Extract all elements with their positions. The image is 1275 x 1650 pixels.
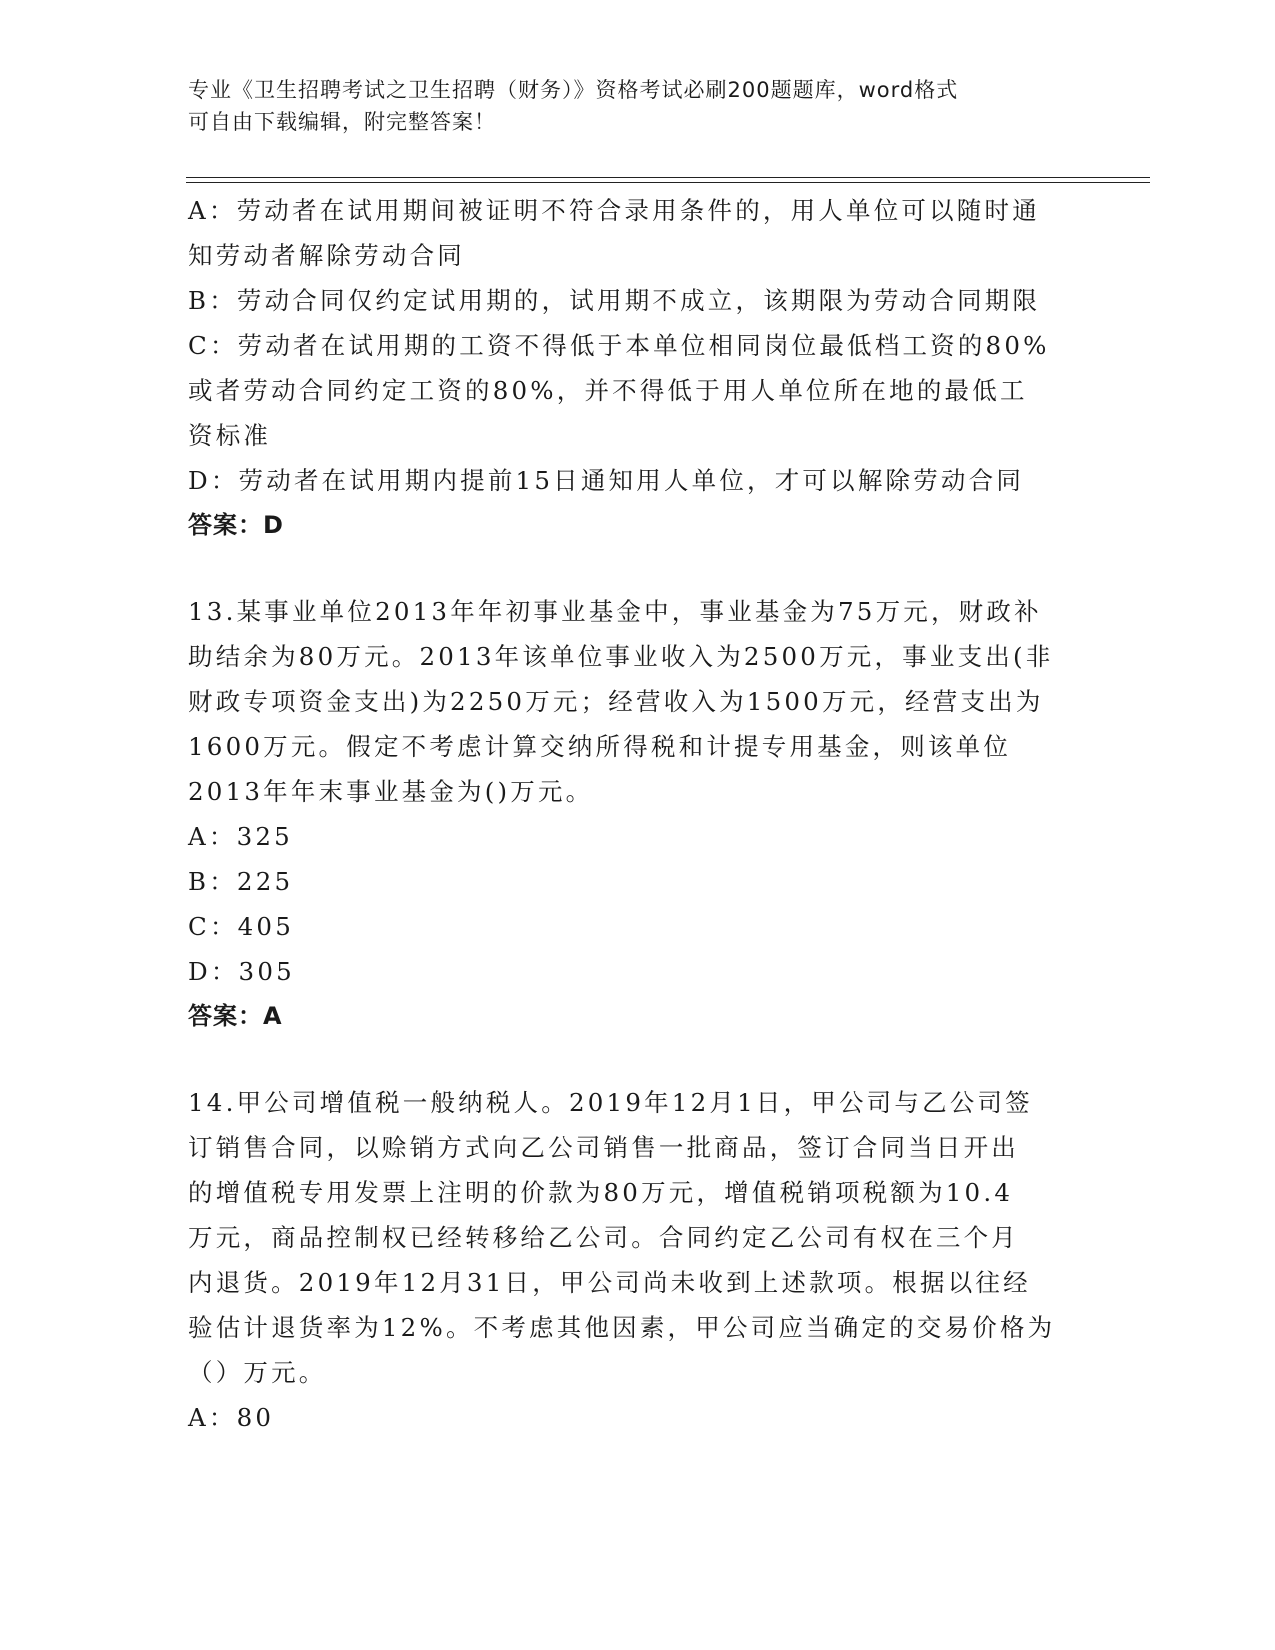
- q13-option-c: C：405: [188, 912, 295, 941]
- q13-answer: 答案：A: [188, 1002, 283, 1030]
- q13-stem-line-1: 13.某事业单位2013年年初事业基金中，事业基金为75万元，财政补: [188, 597, 1042, 626]
- header-divider-bottom: [186, 182, 1150, 183]
- question-12-block: [188, 188, 1088, 548]
- q14-stem-line-4: 万元，商品控制权已经转移给乙公司。合同约定乙公司有权在三个月: [188, 1223, 1019, 1252]
- document-header: [188, 74, 1068, 138]
- q13-option-a: A：325: [188, 822, 293, 851]
- q12-option-b: B：劳动合同仅约定试用期的，试用期不成立，该期限为劳动合同期限: [188, 286, 1041, 315]
- q14-stem-line-1: 14.甲公司增值税一般纳税人。2019年12月1日，甲公司与乙公司签: [188, 1088, 1033, 1117]
- q14-stem-line-6: 验估计退货率为12%。不考虑其他因素，甲公司应当确定的交易价格为: [188, 1313, 1056, 1342]
- q13-stem-line-2: 助结余为80万元。2013年该单位事业收入为2500万元，事业支出(非: [188, 642, 1054, 671]
- q14-stem-line-5: 内退货。2019年12月31日，甲公司尚未收到上述款项。根据以往经: [188, 1268, 1031, 1297]
- q14-stem-line-2: 订销售合同，以赊销方式向乙公司销售一批商品，签订合同当日开出: [188, 1133, 1019, 1162]
- question-13-block: [188, 589, 1088, 1039]
- q13-option-b: B：225: [188, 867, 294, 896]
- q13-stem-line-5: 2013年年末事业基金为()万元。: [188, 777, 594, 806]
- q12-option-a-line-1: A：劳动者在试用期间被证明不符合录用条件的，用人单位可以随时通: [188, 196, 1040, 225]
- q12-option-c-line-3: 资标准: [188, 421, 272, 450]
- question-spacer: [188, 1039, 1088, 1080]
- q12-option-a-line-2: 知劳动者解除劳动合同: [188, 241, 465, 270]
- q13-stem-line-4: 1600万元。假定不考虑计算交纳所得税和计提专用基金，则该单位: [188, 732, 1012, 761]
- q13-stem-line-3: 财政专项资金支出)为2250万元；经营收入为1500万元，经营支出为: [188, 687, 1044, 716]
- q13-option-d: D：305: [188, 957, 295, 986]
- header-divider-top: [186, 177, 1150, 178]
- q12-option-c-line-2: 或者劳动合同约定工资的80%，并不得低于用人单位所在地的最低工: [188, 376, 1028, 405]
- q14-option-a: A：80: [188, 1403, 275, 1432]
- q14-stem-line-7: （）万元。: [188, 1358, 327, 1387]
- header-title-line-2: 可自由下载编辑，附完整答案！: [188, 110, 496, 134]
- question-14-block: [188, 1080, 1088, 1440]
- q14-stem-line-3: 的增值税专用发票上注明的价款为80万元，增值税销项税额为10.4: [188, 1178, 1014, 1207]
- q12-option-d: D：劳动者在试用期内提前15日通知用人单位，才可以解除劳动合同: [188, 466, 1025, 495]
- question-spacer: [188, 548, 1088, 589]
- q12-option-c-line-1: C：劳动者在试用期的工资不得低于本单位相同岗位最低档工资的80%: [188, 331, 1050, 360]
- question-content: [188, 188, 1088, 1440]
- q12-answer: 答案：D: [188, 511, 284, 539]
- header-title-line-1: 专业《卫生招聘考试之卫生招聘（财务）》资格考试必刷200题题库，word格式: [188, 78, 959, 102]
